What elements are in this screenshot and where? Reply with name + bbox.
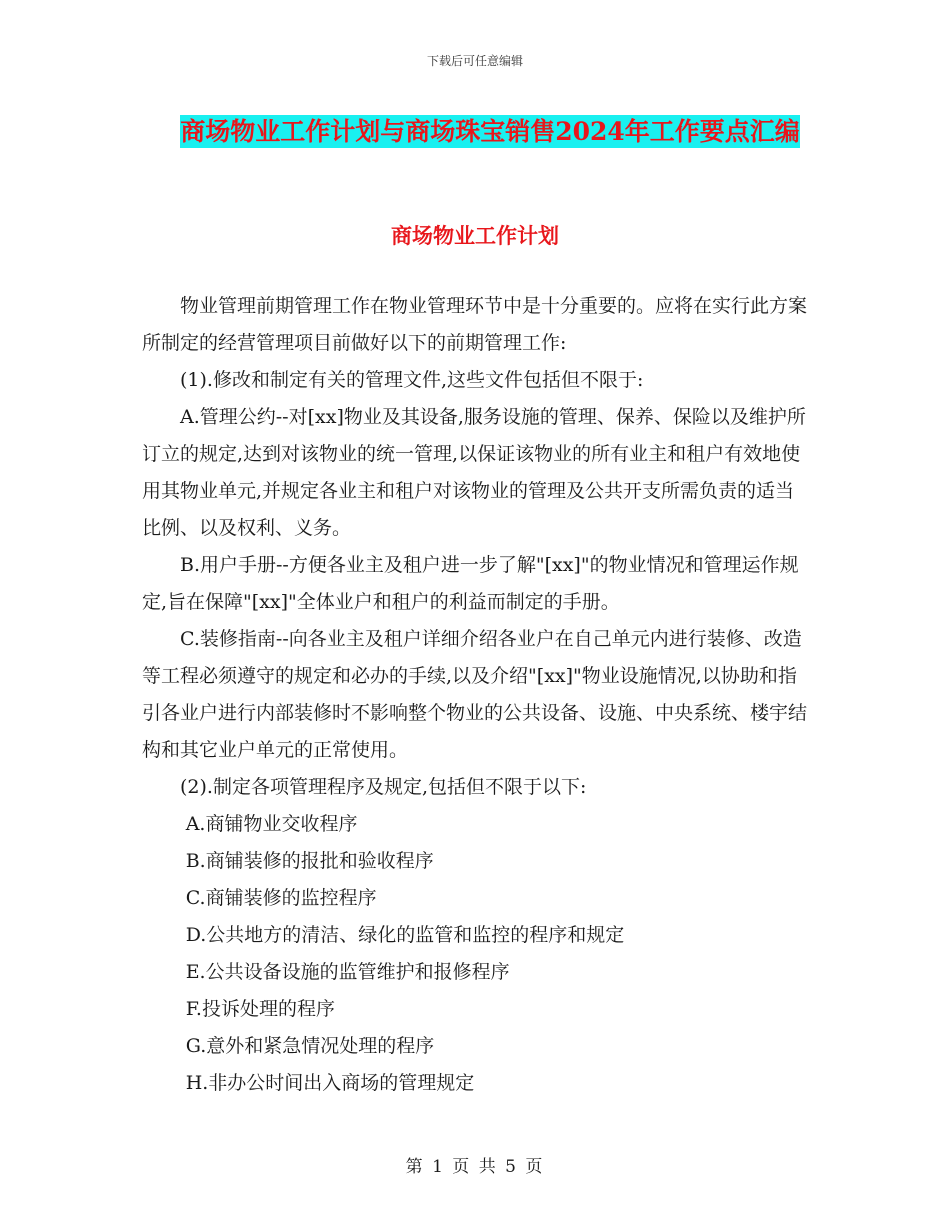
page-footer: 第 1 页 共 5 页 bbox=[405, 1157, 545, 1177]
list-item: F.投诉处理的程序 bbox=[185, 998, 335, 1020]
list-item: G.意外和紧急情况处理的程序 bbox=[185, 1035, 435, 1057]
paragraph: C.装修指南--向各业主及租户详细介绍各业户在自己单元内进行装修、改造等工程必须遵守的规定和必办的手续,以及介绍"[xx]"物业设施情况,以协助和指引各业户进行内部装修时不影响整个物业的公共设备、设施、中央系统、楼宇结构和其它业户单元的正常使用。 bbox=[142, 628, 808, 761]
paragraph: A.管理公约--对[xx]物业及其设备,服务设施的管理、保养、保险以及维护所订立的规定,达到对该物业的统一管理,以保证该物业的所有业主和租户有效地使用其物业单元,并规定各业主和租户对该物业的管理及公共开支所需负责的适当比例、以及权利、义务。 bbox=[142, 406, 806, 539]
paragraph: (1).修改和制定有关的管理文件,这些文件包括但不限于: bbox=[180, 369, 644, 391]
list-item: B.商铺装修的报批和验收程序 bbox=[185, 850, 434, 872]
header-note: 下载后可任意编辑 bbox=[426, 54, 523, 68]
paragraph: (2).制定各项管理程序及规定,包括但不限于以下: bbox=[180, 776, 587, 798]
document-title-text: 商场物业工作计划与商场珠宝销售2024年工作要点汇编 bbox=[180, 117, 800, 146]
list-item: A.商铺物业交收程序 bbox=[185, 813, 358, 835]
list-item: E.公共设备设施的监管维护和报修程序 bbox=[185, 961, 510, 983]
list-item: C.商铺装修的监控程序 bbox=[185, 887, 377, 909]
document-title bbox=[140, 108, 840, 156]
list-item: H.非办公时间出入商场的管理规定 bbox=[185, 1072, 475, 1094]
paragraph: B.用户手册--方便各业主及租户进一步了解"[xx]"的物业情况和管理运作规定,旨在保障"[xx]"全体业户和租户的利益而制定的手册。 bbox=[142, 554, 799, 613]
paragraph: 物业管理前期管理工作在物业管理环节中是十分重要的。应将在实行此方案所制定的经营管理项目前做好以下的前期管理工作: bbox=[142, 295, 808, 354]
section-title: 商场物业工作计划 bbox=[391, 223, 559, 248]
document-body bbox=[142, 288, 812, 1102]
list-item: D.公共地方的清洁、绿化的监管和监控的程序和规定 bbox=[185, 924, 625, 946]
